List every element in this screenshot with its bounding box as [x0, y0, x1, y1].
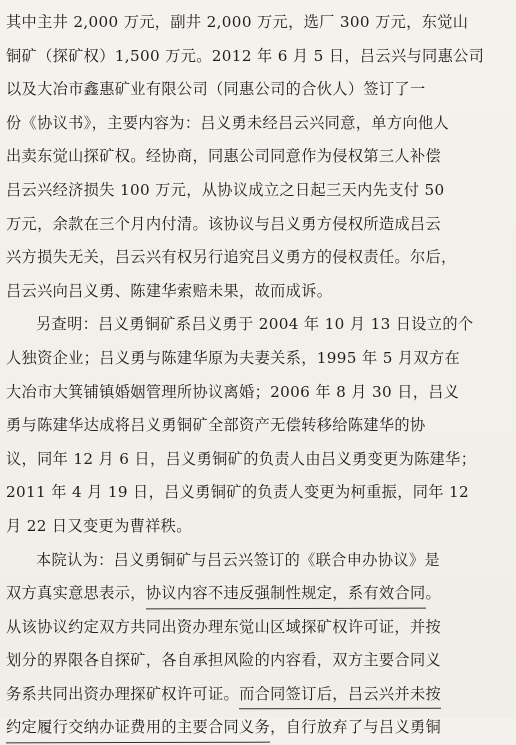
text-line: 议，同年 12 月 6 日，吕义勇铜矿的负责人由吕义勇变更为陈建华； — [6, 449, 477, 468]
underlined-text: 约定履行交纳办证费用的主要合同义务 — [6, 711, 270, 745]
text-line: 月 22 日又变更为曹祥秩。 — [6, 516, 192, 535]
text-segment: ，自行放弃了与吕义勇铜 — [270, 718, 442, 737]
paragraph-start-line: 本院认为：吕义勇铜矿与吕云兴签订的《联合申办协议》是 — [36, 550, 440, 569]
text-line: 吕云兴经济损失 100 万元，从协议成立之日起三天内先支付 50 — [6, 180, 445, 199]
text-line-underlined — [6, 711, 508, 745]
paragraph-start-line: 另查明：吕义勇铜矿系吕义勇于 2004 年 10 月 13 日设立的个 — [36, 315, 474, 334]
text-line: 2011 年 4 月 19 日，吕义勇铜矿的负责人变更为柯重振，同年 12 — [6, 483, 470, 502]
text-line: 万元，余款在三个月内付清。该协议与吕义勇方侵权所造成吕云 — [6, 214, 442, 233]
text-segment: 。 — [425, 584, 442, 603]
text-line: 份《协议书》，主要内容为：吕义勇未经吕云兴同意，单方向他人 — [6, 113, 449, 132]
text-segment: 双方真实意思表示， — [6, 584, 146, 603]
underlined-text: 而合同签订后，吕云兴并未按 — [239, 678, 441, 712]
underlined-text: 协议内容不违反强制性规定，系有效合同 — [146, 577, 426, 611]
text-line: 吕云兴向吕义勇、陈建华索赔未果，故而成诉。 — [6, 281, 333, 300]
text-line: 人独资企业；吕义勇与陈建华原为夫妻关系，1995 年 5 月双方在 — [6, 348, 461, 367]
text-segment: 务系共同出资办理探矿权许可证。 — [6, 684, 240, 703]
text-line: 划分的界限各自探矿，各自承担风险的内容看，双方主要合同义 — [6, 651, 442, 670]
text-line: 大冶市大箕铺镇婚姻管理所协议离婚；2006 年 8 月 30 日，吕义 — [6, 382, 460, 401]
text-line: 从该协议约定双方共同出资办理东觉山区域探矿权许可证，并按 — [6, 617, 442, 636]
text-line: 兴方损失无关，吕云兴有权另行追究吕义勇方的侵权责任。尔后， — [6, 248, 457, 267]
text-line-underlined — [6, 678, 508, 712]
text-line: 以及大冶市鑫惠矿业有限公司（同惠公司的合伙人）签订了一 — [6, 80, 426, 99]
text-line: 铜矿（探矿权）1,500 万元。2012 年 6 月 5 日，吕云兴与同惠公司 — [6, 46, 485, 65]
text-line: 出卖东觉山探矿权。经协商，同惠公司同意作为侵权第三人补偿 — [6, 147, 442, 166]
text-line: 勇与陈建华达成将吕义勇铜矿全部资产无偿转移给陈建华的协 — [6, 416, 426, 435]
text-line-underlined — [6, 577, 508, 611]
text-line: 其中主井 2,000 万元，副井 2,000 万元，选厂 300 万元，东觉山 — [6, 13, 469, 31]
